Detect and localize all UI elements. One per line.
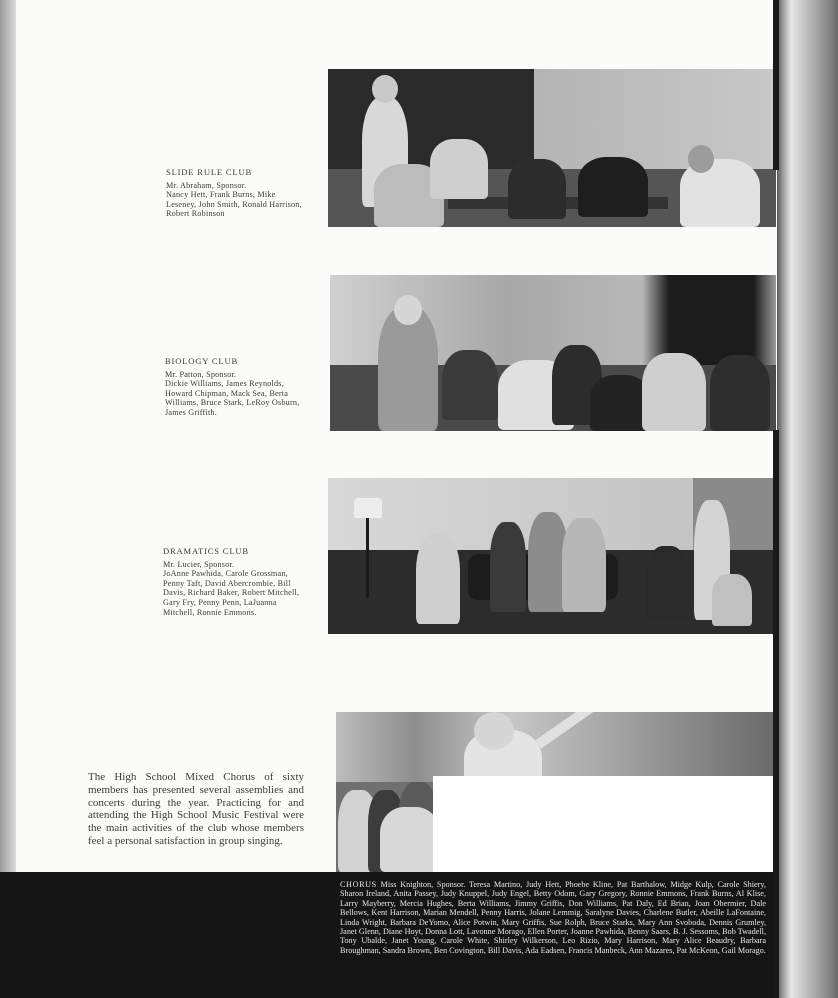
club-sponsor: Mr. Abraham, Sponsor. xyxy=(166,180,247,190)
slide-rule-club-photo xyxy=(328,69,776,227)
biology-club-photo xyxy=(330,275,776,431)
dramatics-club-caption xyxy=(163,547,305,617)
spine-edge-top xyxy=(773,0,779,170)
dramatics-club-photo xyxy=(328,478,773,634)
club-title: BIOLOGY CLUB xyxy=(165,356,239,366)
slide-rule-club-caption xyxy=(166,168,308,219)
chorus-members: Teresa Martino, Judy Hett, Phoebe Kline, Pat Barthalow, Midge Kulp, Carole Shiery, Sharon Ireland, Anita Passey, Judy Knuppel, Judy Engel, Betty Odom, Gary Gregory, Ronnie Emmons, Frank Burns, Al Klise, Larry Mayberry, Mercia Hughes, Berta Williams, Jimmy Griffis, Don Williams, Pat Daly, Ed Brian, Joan Obermier, Dale Bellows, Kent Harrison, Marian Mendell, Penny Harris, Jolane Lemmig, Saralyne Davies, Charlene Butler, Abeille LaFontaine, Linda Wright, Barbara DeYomo, Alice Potwin, Mary Griffis, Sue Rolph, Bruce Starks, Mary Ann Svoboda, Dennis Grumley, Janet Glenn, Diane Hoyt, Donna Lott, Lavonne Morago, Ellen Porter, Joanne Pawhida, Benny Saars, B. J. Sessoms, Bob Twadell, Tony Ubalde, Janet Young, Carole White, Shirley Wilkerson, Leo Rizio, Mary Harrison, Mary Alice Beaudry, Barbara Broughman, Sandra Brown, Ben Covington, Bill Davis, Ada Eadsen, Francis Manbeck, Ann Mazares, Pat McKeon, Gail Morago. xyxy=(340,880,767,955)
chorus-sponsor: Miss Knighton, Sponsor. xyxy=(380,880,466,889)
club-title: DRAMATICS CLUB xyxy=(163,546,249,556)
chorus-caption xyxy=(340,880,766,955)
club-members: Dickie Williams, James Reynolds, Howard Chipman, Mack Sea, Berta Williams, Bruce Stark, LeRoy Osburn, James Griffith. xyxy=(165,379,300,417)
club-title: SLIDE RULE CLUB xyxy=(166,167,252,177)
club-sponsor: Mr. Lucier, Sponsor. xyxy=(163,559,235,569)
spine-edge-bottom xyxy=(773,430,779,998)
club-sponsor: Mr. Patton, Sponsor. xyxy=(165,369,237,379)
book-spine xyxy=(777,0,838,998)
chorus-description: The High School Mixed Chorus of sixty members has presented several assemblies and concerts during the year. Practicing for and attending the High School Music Festival were the main activities of the club whose members feel a personal satisfaction in group singing. xyxy=(88,771,304,847)
page-left-shadow xyxy=(0,0,16,998)
biology-club-caption xyxy=(165,357,307,418)
chorus-title: CHORUS xyxy=(340,880,377,889)
club-members: Nancy Hett, Frank Burns, Mike Leseney, John Smith, Ronald Harrison, Robert Robinson xyxy=(166,190,302,219)
club-members: JoAnne Pawhida, Carole Grossman, Penny Taft, David Abercrombie, Bill Davis, Richard Baker, Robert Mitchell, Gary Fry, Penny Penn, LaJuanna Mitchell, Ronnie Emmons. xyxy=(163,569,300,617)
blank-panel xyxy=(433,776,828,882)
